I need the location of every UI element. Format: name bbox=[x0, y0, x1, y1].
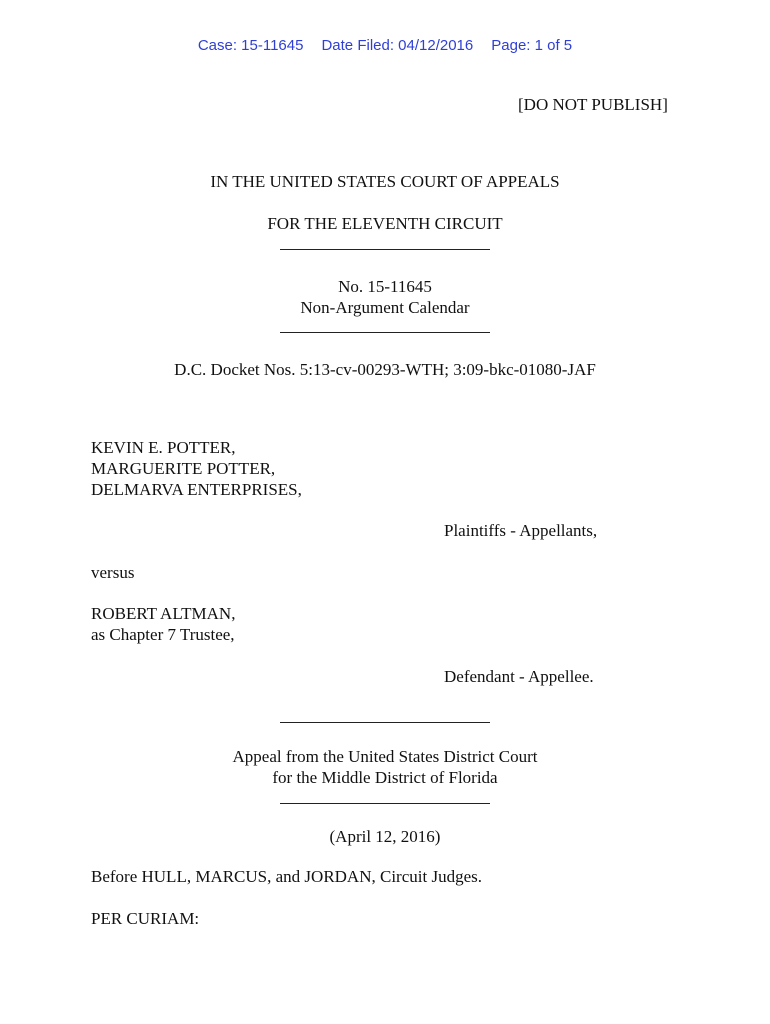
defendant-capacity: as Chapter 7 Trustee, bbox=[91, 625, 235, 644]
plaintiff-name: KEVIN E. POTTER, bbox=[91, 438, 236, 457]
defendant-role: Defendant - Appellee. bbox=[444, 667, 594, 686]
appeal-district: for the Middle District of Florida bbox=[272, 768, 498, 787]
per-curiam-heading: PER CURIAM: bbox=[91, 909, 200, 928]
filing-header bbox=[0, 37, 770, 54]
divider-rule bbox=[280, 249, 490, 250]
case-number: No. 15-11645 bbox=[338, 277, 432, 296]
divider-rule bbox=[280, 803, 490, 804]
calendar-type: Non-Argument Calendar bbox=[300, 298, 470, 317]
docket-numbers: D.C. Docket Nos. 5:13-cv-00293-WTH; 3:09-bkc-01080-JAF bbox=[174, 360, 596, 379]
judges-panel: Before HULL, MARCUS, and JORDAN, Circuit Judges. bbox=[91, 867, 482, 886]
page-count-stamp: Page: 1 of 5 bbox=[491, 37, 573, 54]
divider-rule bbox=[280, 722, 490, 723]
plaintiff-role: Plaintiffs - Appellants, bbox=[444, 521, 598, 540]
versus-label: versus bbox=[91, 563, 135, 582]
date-filed-stamp: Date Filed: 04/12/2016 bbox=[321, 37, 474, 54]
appeal-source: Appeal from the United States District Court bbox=[232, 747, 538, 766]
divider-rule bbox=[280, 332, 490, 333]
defendant-name: ROBERT ALTMAN, bbox=[91, 604, 236, 623]
circuit-name: FOR THE ELEVENTH CIRCUIT bbox=[267, 214, 503, 233]
court-name: IN THE UNITED STATES COURT OF APPEALS bbox=[210, 172, 560, 191]
publish-notice: [DO NOT PUBLISH] bbox=[518, 95, 668, 114]
case-number-stamp: Case: 15-11645 bbox=[197, 37, 304, 54]
decision-date: (April 12, 2016) bbox=[329, 827, 441, 846]
plaintiff-name: DELMARVA ENTERPRISES, bbox=[91, 480, 302, 499]
plaintiff-name: MARGUERITE POTTER, bbox=[91, 459, 276, 478]
